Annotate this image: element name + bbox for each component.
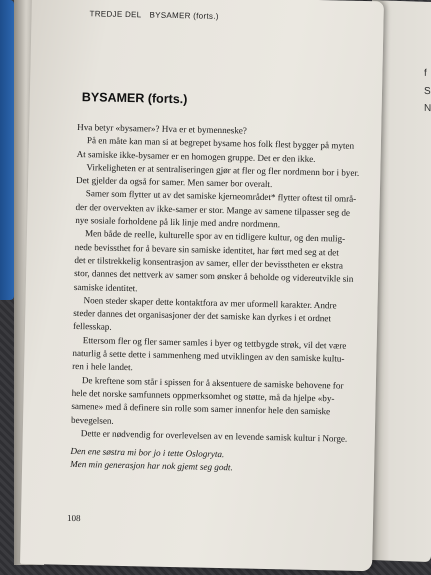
text-line: hele det norske samfunnets oppmerksomhet og støtte, må da hjelpe «by- <box>71 387 335 404</box>
facing-page-letter: N <box>424 102 431 115</box>
text-line: Det gjelder da også for samer. Men samer bor overalt. <box>76 175 273 190</box>
quote-line: Men min generasjon har nok gjemt seg godt. <box>70 459 233 473</box>
text-line: På en måte kan man si at begrepet bysame hos folk flest bygger på myten <box>86 135 355 152</box>
text-line: Hva betyr «bysamer»? Hva er et bymenneske? <box>77 121 247 136</box>
text-line: Samer som flytter ut av det samiske kjerneområdet* flytter oftest til områ- <box>85 188 357 205</box>
text-line: samiske identitet. <box>73 281 138 293</box>
text-line: Ettersom fler og fler samer samles i byer og tettbygde strøk, vil det være <box>82 334 347 351</box>
text-line: fellesskap. <box>72 321 112 333</box>
quote-line: Den ene søstra mi bor jo i tette Oslogryta. <box>70 446 225 460</box>
text-line: det er tilstrekkelig konsentrasjon av samer, eller der bevisstheten er ekstra <box>74 254 344 271</box>
text-line: stor, dannes det nettverk av samer som ønsker å beholde og videreutvikle sin <box>74 268 354 285</box>
text-line: samene» med å definere sin rolle som samer innenfor hele den samiske <box>71 401 331 417</box>
text-line: bevegelsen. <box>70 414 114 426</box>
text-line: At samiske ikke-bysamer er en homogen gruppe. Det er den ikke. <box>76 148 316 164</box>
running-head-chapter: BYSAMER (forts.) <box>149 10 219 21</box>
text-line: steder dannes det organisasjoner der det samiske kan dyrkes i et ordnet <box>73 308 332 324</box>
text-line: Noen steder skaper dette kontaktfora av mer uformell karakter. Andre <box>83 295 337 311</box>
text-line: Virkeligheten er at sentraliseringen gjør at fler og fler nordmenn bor i byer. <box>86 162 360 178</box>
running-head-part: TREDJE DEL <box>89 9 142 20</box>
page-number: 108 <box>66 512 81 524</box>
text-line: nede bevissthet for å bevare sin samiske identitet, har ført med seg at det <box>74 241 339 258</box>
body-text <box>70 121 369 478</box>
facing-page-letter: f <box>424 67 427 79</box>
running-head <box>90 9 219 21</box>
book-page <box>20 0 384 571</box>
chapter-title: BYSAMER (forts.) <box>81 90 188 107</box>
text-line: der der overvekten av ikke-samer er stor. Mange av samene tilpasser seg de <box>75 201 351 218</box>
text-line: naturlig å sette dette i sammenheng med utviklingen av den samiske kultu- <box>72 347 345 364</box>
text-line: nye sosiale forholdene på lik linje med andre nordmenn. <box>75 215 281 230</box>
facing-page-letter: S <box>424 85 431 98</box>
book-cover-edge <box>0 0 14 300</box>
text-line: Men både de reelle, kulturelle spor av en tidligere kultur, og den mulig- <box>84 228 346 244</box>
text-line: Dette er nødvendig for overlevelsen av en levende samisk kultur i Norge. <box>80 427 348 444</box>
text-line: De kreftene som står i spissen for å aksentuere de samiske behovene for <box>81 374 344 391</box>
text-line: ren i hele landet. <box>72 361 133 373</box>
